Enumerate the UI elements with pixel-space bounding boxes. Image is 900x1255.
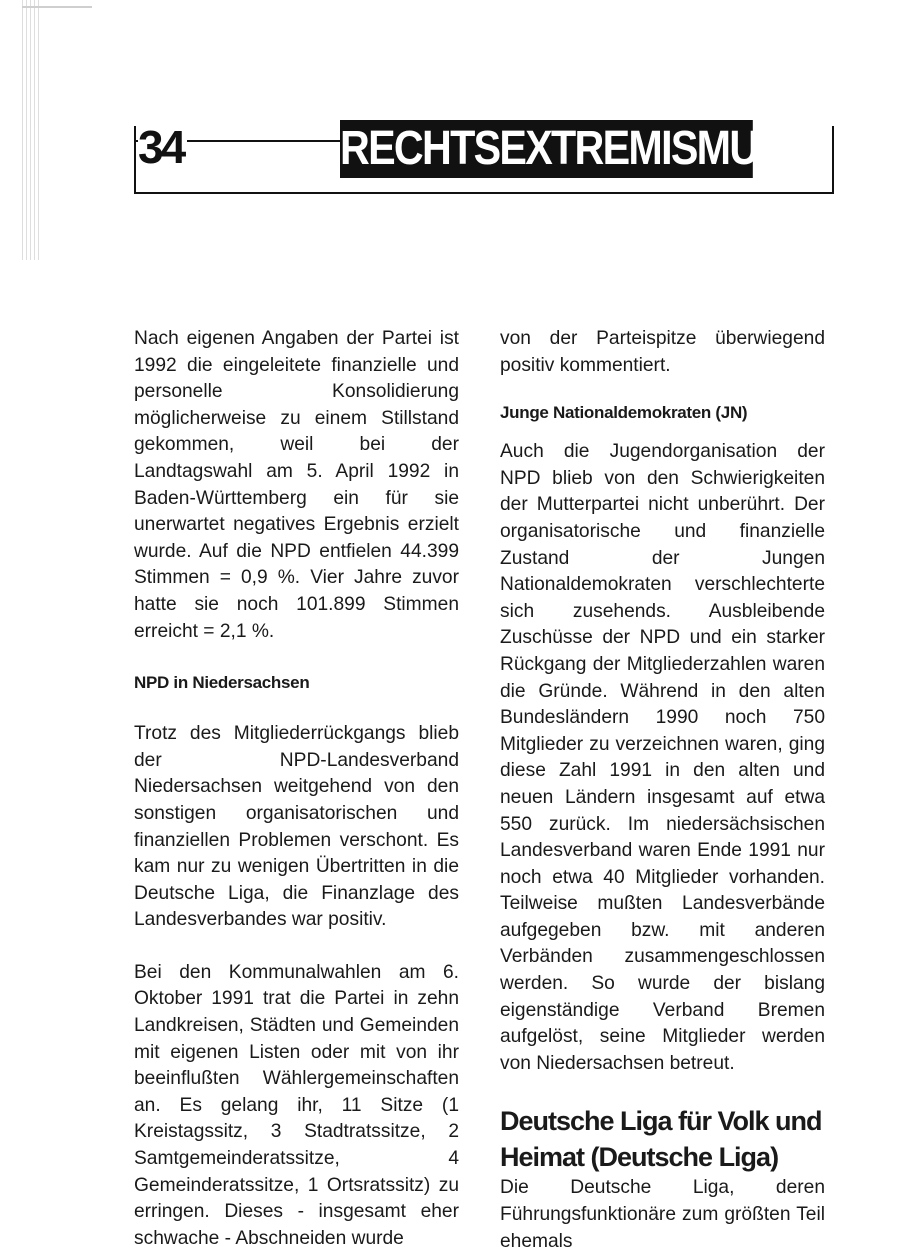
paragraph: von der Parteispitze überwiegend positiv kommentiert. (500, 328, 825, 376)
paragraph: Trotz des Mitgliederrückgangs blieb der NPD-Landesverband Niedersachsen weitgehend von den sonstigen organisatorischen und finanziellen Problemen verschont. Es kam nur zu wenigen Übertritten in die Deutsche Liga, die Finanzlage des Landesverbandes war positiv. (134, 723, 459, 931)
paragraph: Bei den Kommunalwahlen am 6. Oktober 1991 trat die Partei in zehn Landkreisen, Städten und Gemeinden mit eigenen Listen oder mit von ihr beeinflußten Wählergemeinschaften an. Es gelang ihr, 11 Sitze (1 Kreistagssitz, 3 Stadtratssitze, 2 Samtgemeinderatssitze, 4 Gemeinderatssitze, 1 Ortsratssitz) zu erringen. Dieses - insgesamt eher schwache - Abschneiden wurde (134, 961, 459, 1249)
scan-artifact-edge (22, 0, 42, 260)
section-heading: Deutsche Liga für Volk und Heimat (Deutsche Liga) (500, 1106, 822, 1173)
subheading: NPD in Niedersachsen (134, 673, 310, 693)
paragraph: Nach eigenen Angaben der Partei ist 1992 die eingeleitete finanzielle und personelle Konsolidierung möglicherweise zu einem Stillstand gekommen, weil bei der Landtagswahl am 5. April 1992 in Baden-Württemberg ein für sie unerwartet negatives Ergebnis erzielt wurde. Auf die NPD entfielen 44.399 Stimmen = 0,9 %. Vier Jahre zuvor hatte sie noch 101.899 Stimmen erreicht = 2,1 %. (134, 328, 459, 642)
paragraph: Auch die Jugendorganisation der NPD blieb von den Schwierigkeiten der Mutterpartei nicht unberührt. Der organisatorische und finanzielle Zustand der Jungen Nationaldemokraten verschlechterte sich zusehends. Ausbleibende Zuschüsse der NPD und ein starker Rückgang der Mitgliederzahlen waren die Gründe. Während in den alten Bundesländern 1990 noch 750 Mitglieder zu verzeichnen waren, ging diese Zahl 1991 in den alten und neuen Ländern insgesamt auf etwa 550 zurück. Im niedersächsischen Landesverband waren Ende 1991 nur noch etwa 40 Mitglieder vorhanden. Teilweise mußten Landesverbände aufgegeben bzw. mit anderen Verbänden zusammengeschlossen werden. So wurde der bislang eigenständige Verband Bremen aufgelöst, seine Mitglieder werden von Niedersachsen betreut. (500, 441, 825, 1074)
left-column (134, 326, 459, 1252)
page-header (134, 121, 832, 196)
subheading: Junge Nationaldemokraten (JN) (500, 403, 748, 423)
page-number: 34 (138, 124, 187, 170)
right-column (500, 326, 825, 1255)
section-title: RECHTSEXTREMISMUS (340, 120, 753, 178)
paragraph: Die Deutsche Liga, deren Führungsfunktionäre zum größten Teil ehemals (500, 1177, 825, 1252)
